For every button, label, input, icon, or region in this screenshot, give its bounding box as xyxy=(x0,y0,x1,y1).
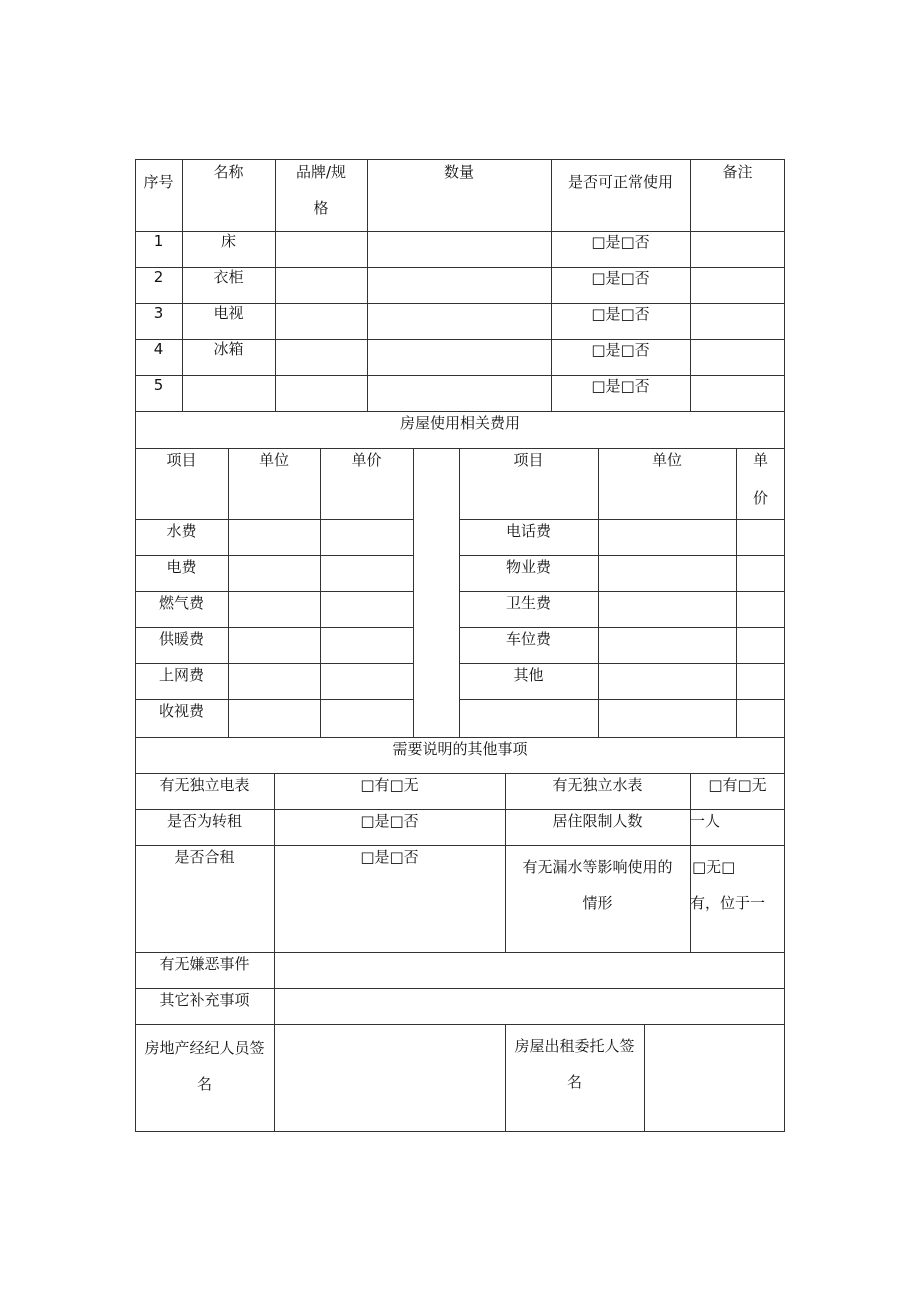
leak-location-value: 有，位于一 xyxy=(690,894,766,912)
fee-item-left: 燃气费 xyxy=(158,594,204,612)
fee-item-left: 电费 xyxy=(166,558,197,576)
row-usable-checkbox[interactable]: □是□否 xyxy=(591,377,650,395)
fees-header-price-right-line2: 价 xyxy=(752,489,768,507)
meter-water-checkbox[interactable]: □有□无 xyxy=(708,776,767,794)
column-divider xyxy=(413,448,414,737)
leak-label-line1: 有无漏水等影响使用的 xyxy=(522,858,673,876)
row-seq: 1 xyxy=(153,232,164,250)
meter-elec-checkbox[interactable]: □有□无 xyxy=(360,776,419,794)
column-divider xyxy=(598,448,599,737)
notes-section-title: 需要说明的其他事项 xyxy=(392,740,528,758)
column-divider xyxy=(644,1024,645,1132)
other-notes-label: 其它补充事项 xyxy=(159,991,250,1009)
fees-header-price: 单价 xyxy=(351,451,382,469)
fee-item-right: 物业费 xyxy=(505,558,551,576)
row-seq: 2 xyxy=(153,268,164,286)
fee-item-left: 上网费 xyxy=(158,666,204,684)
column-divider xyxy=(320,448,321,737)
fees-header-item: 项目 xyxy=(166,451,197,469)
header-brand-line1: 品牌/规 xyxy=(295,163,347,181)
row-seq: 5 xyxy=(153,376,164,394)
shared-rent-checkbox[interactable]: □是□否 xyxy=(360,848,419,866)
rental-form-table xyxy=(135,159,785,1132)
occupancy-limit-value: 一人 xyxy=(690,812,721,830)
row-item-name: 电视 xyxy=(213,304,244,322)
nuisance-label: 有无嫌恶事件 xyxy=(159,955,250,973)
agent-signature-label-line2: 名 xyxy=(196,1075,212,1093)
shared-rent-label: 是否合租 xyxy=(174,848,235,866)
row-seq: 3 xyxy=(153,304,164,322)
occupancy-limit-label: 居住限制人数 xyxy=(552,812,643,830)
fees-header-price-right-line1: 单 xyxy=(752,451,768,469)
header-name: 名称 xyxy=(213,163,244,181)
fees-header-unit: 单位 xyxy=(258,451,289,469)
leak-checkbox[interactable]: □无□ xyxy=(692,858,736,876)
sublet-label: 是否为转租 xyxy=(166,812,242,830)
header-seq: 序号 xyxy=(143,173,174,191)
column-divider xyxy=(228,448,229,737)
row-item-name: 冰箱 xyxy=(213,340,244,358)
header-quantity: 数量 xyxy=(443,163,474,181)
column-divider xyxy=(367,159,368,411)
row-item-name: 床 xyxy=(220,232,236,250)
owner-signature-label-line2: 名 xyxy=(566,1073,582,1091)
row-usable-checkbox[interactable]: □是□否 xyxy=(591,233,650,251)
meter-elec-label: 有无独立电表 xyxy=(159,776,250,794)
sublet-checkbox[interactable]: □是□否 xyxy=(360,812,419,830)
row-item-name: 衣柜 xyxy=(213,268,244,286)
row-usable-checkbox[interactable]: □是□否 xyxy=(591,269,650,287)
fees-section-title: 房屋使用相关费用 xyxy=(399,414,520,432)
fees-header-item-right: 项目 xyxy=(513,451,544,469)
leak-label-line2: 情形 xyxy=(582,894,613,912)
fee-item-right: 其他 xyxy=(513,666,544,684)
fee-item-right: 车位费 xyxy=(505,630,551,648)
meter-water-label: 有无独立水表 xyxy=(552,776,643,794)
agent-signature-label-line1: 房地产经纪人员签 xyxy=(144,1039,265,1057)
fee-item-left: 供暖费 xyxy=(158,630,204,648)
column-divider xyxy=(690,159,691,411)
row-usable-checkbox[interactable]: □是□否 xyxy=(591,341,650,359)
fee-item-right: 电话费 xyxy=(505,522,551,540)
row-divider xyxy=(135,1024,785,1025)
fee-item-left: 收视费 xyxy=(158,702,204,720)
row-usable-checkbox[interactable]: □是□否 xyxy=(591,305,650,323)
fee-item-right: 卫生费 xyxy=(505,594,551,612)
header-remark: 备注 xyxy=(722,163,753,181)
owner-signature-label-line1: 房屋出租委托人签 xyxy=(514,1037,635,1055)
header-usable: 是否可正常使用 xyxy=(567,173,673,191)
row-seq: 4 xyxy=(153,340,164,358)
header-brand-line2: 格 xyxy=(313,199,329,217)
fees-header-unit-right: 单位 xyxy=(651,451,682,469)
fee-item-left: 水费 xyxy=(166,522,197,540)
